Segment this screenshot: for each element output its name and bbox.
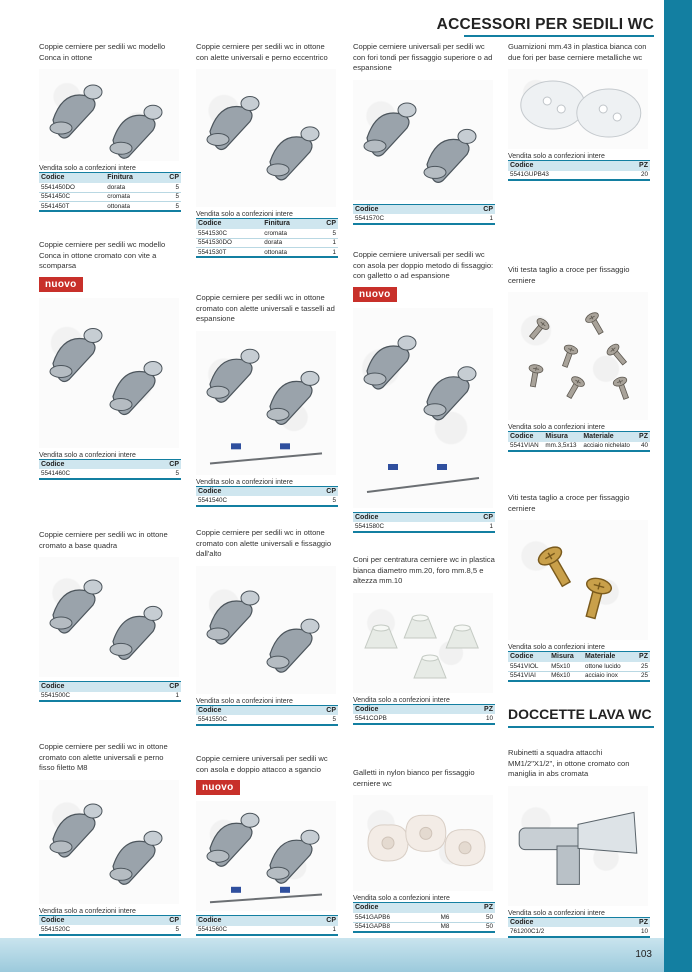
product-card <box>39 42 181 212</box>
table-cell: acciaio nichelato <box>581 442 636 452</box>
table-header-cell: CP <box>139 459 181 469</box>
product-photo <box>196 801 336 911</box>
product-photo <box>508 520 648 640</box>
product-description: Rubinetti a squadra attacchi MM1/2"X1/2", in ottone cromato con maniglia in abs cromata <box>508 748 630 778</box>
table-header-cell: PZ <box>634 652 651 662</box>
product-card <box>39 530 181 702</box>
product-description: Coppie cerniere per sedili wc in ottone con alette universali e perno eccentrico <box>196 42 328 62</box>
code-table <box>39 915 181 936</box>
product-description: Coppie cerniere universali per sedili wc con asola e doppio attacco a sgancio <box>196 754 328 774</box>
product-description: Coppie cerniere per sedili wc in ottone cromato con alette universali e perno fisso filetto M8 <box>39 742 168 772</box>
table-cell: cromata <box>105 192 157 202</box>
table-header-cell: Finitura <box>262 219 314 229</box>
new-badge: nuovo <box>353 287 397 302</box>
table-cell: 1 <box>314 248 338 258</box>
table-row <box>39 192 181 202</box>
product-card <box>353 768 495 933</box>
new-badge: nuovo <box>196 780 240 795</box>
table-cell: 5541450T <box>39 202 105 212</box>
table-header-cell: Codice <box>508 652 549 662</box>
table-header-cell: Materiale <box>581 432 636 442</box>
table-cell: 10 <box>614 927 650 937</box>
sold-note: Vendita solo a confezioni intere <box>196 697 293 705</box>
code-table <box>39 681 181 702</box>
table-cell: M8 <box>439 922 467 932</box>
table-header-cell: Misura <box>549 652 583 662</box>
table-cell: 5541530T <box>196 248 262 258</box>
product-photo <box>353 593 493 693</box>
table-row <box>39 692 181 702</box>
table-header-cell: CP <box>157 173 181 183</box>
code-table <box>196 915 338 936</box>
page-title: ACCESSORI PER SEDILI WC <box>436 16 654 33</box>
table-cell: M6 <box>439 913 467 923</box>
table-cell: 5 <box>157 192 181 202</box>
table-row <box>508 171 650 181</box>
table-cell: 40 <box>636 442 650 452</box>
table-cell: 5 <box>157 183 181 193</box>
table-cell: 5541450DO <box>39 183 105 193</box>
table-cell: 5541GAPB8 <box>353 922 439 932</box>
table-cell: 1 <box>453 214 495 224</box>
table-row <box>196 238 338 248</box>
table-header-cell: CP <box>453 204 495 214</box>
code-table <box>508 917 650 938</box>
table-cell: ottonata <box>105 202 157 212</box>
table-cell: 20 <box>617 171 650 181</box>
table-cell: 5541COPB <box>353 714 457 724</box>
table-cell: 5 <box>139 469 181 479</box>
table-header-cell: CP <box>139 915 181 925</box>
table-cell: mm.3,5x13 <box>543 442 581 452</box>
product-photo <box>39 557 179 677</box>
sold-note: Vendita solo a confezioni intere <box>508 424 605 431</box>
side-color-band <box>664 0 692 972</box>
table-cell: cromata <box>262 229 314 239</box>
table-row <box>353 913 495 923</box>
page-header <box>437 16 654 34</box>
product-description: Coppie cerniere per sedili wc in ottone cromato con alette universali e tasselli ad espansione <box>196 293 335 323</box>
product-description: Coppie cerniere universali per sedili wc con fori tondi per fissaggio superiore o ad espansione <box>353 42 493 72</box>
table-cell: 5 <box>314 229 338 239</box>
product-photo <box>39 780 179 904</box>
table-cell: 5541500C <box>39 692 139 702</box>
code-table <box>353 704 495 725</box>
product-photo <box>353 80 493 200</box>
table-header-cell: PZ <box>467 903 495 913</box>
product-card <box>196 293 338 507</box>
code-table <box>196 486 338 507</box>
code-table <box>39 459 181 480</box>
product-description: Coppie cerniere per sedili wc modello Conca in ottone cromato con vite a scomparsa <box>39 240 166 270</box>
table-header-cell: PZ <box>457 704 495 714</box>
sold-note: Vendita solo a confezioni intere <box>508 644 605 651</box>
product-card <box>196 528 338 726</box>
table-cell: 5541GUPB43 <box>508 171 617 181</box>
table-header-cell: Codice <box>39 173 105 183</box>
table-row <box>39 202 181 212</box>
table-row <box>508 662 650 672</box>
table-header-cell: Codice <box>508 432 543 442</box>
table-row <box>39 183 181 193</box>
table-cell: 5 <box>157 202 181 212</box>
sold-note: Vendita solo a confezioni intere <box>196 211 293 218</box>
table-header-cell: CP <box>296 705 338 715</box>
product-photo <box>508 786 648 906</box>
table-cell: 5541570C <box>353 214 453 224</box>
product-photo <box>353 308 493 508</box>
table-cell: 5541560C <box>196 926 296 936</box>
table-header-cell: Codice <box>353 204 453 214</box>
code-table <box>353 512 495 533</box>
table-header-cell: Codice <box>196 486 296 496</box>
table-cell: dorata <box>262 238 314 248</box>
table-header-cell: Codice <box>196 916 296 926</box>
table-header-cell: CP <box>296 916 338 926</box>
sold-note: Vendita solo a confezioni intere <box>39 907 136 915</box>
product-photo <box>353 795 493 891</box>
table-cell: 5541540C <box>196 496 296 506</box>
product-card <box>508 493 650 682</box>
table-row <box>508 442 650 452</box>
product-card <box>39 240 181 480</box>
table-cell: 25 <box>634 671 651 681</box>
product-photo <box>196 69 336 207</box>
table-cell: 10 <box>457 714 495 724</box>
header-rule <box>464 35 654 37</box>
section-title: DOCCETTE LAVA WC <box>508 706 654 728</box>
product-card <box>196 754 338 936</box>
table-cell: 5541VIAN <box>508 442 543 452</box>
table-row <box>353 922 495 932</box>
product-photo <box>39 69 179 161</box>
table-header-cell: CP <box>314 219 338 229</box>
code-table <box>508 160 650 181</box>
table-row <box>508 927 650 937</box>
product-description: Guarnizioni mm.43 in plastica bianca con due fori per base cerniere metalliche wc <box>508 42 647 62</box>
table-cell: 5541GAPB6 <box>353 913 439 923</box>
table-cell: 1 <box>453 522 495 532</box>
product-photo <box>39 298 179 448</box>
table-cell: acciaio inox <box>583 671 634 681</box>
product-description: Coppie cerniere per sedili wc modello Conca in ottone <box>39 42 166 62</box>
table-cell: 5541550C <box>196 715 296 725</box>
table-row <box>196 926 338 936</box>
product-description: Coni per centratura cerniere wc in plastica bianca diametro mm.20, foro mm.8,5 e altezza mm.10 <box>353 555 495 585</box>
code-table <box>39 172 181 212</box>
table-cell: 5541530C <box>196 229 262 239</box>
table-cell: 5541VIAI <box>508 671 549 681</box>
table-header-cell: Finitura <box>105 173 157 183</box>
table-row <box>196 248 338 258</box>
table-header-cell: Codice <box>353 704 457 714</box>
table-header-cell: CP <box>139 682 181 692</box>
product-photo <box>508 69 648 149</box>
sold-note: Vendita solo a confezioni intere <box>353 696 450 704</box>
table-header-cell: Codice <box>508 917 614 927</box>
table-header-cell: CP <box>296 486 338 496</box>
table-row <box>196 496 338 506</box>
table-cell: M6x10 <box>549 671 583 681</box>
table-cell: 5 <box>139 925 181 935</box>
table-header-cell: PZ <box>636 432 650 442</box>
code-table <box>508 431 650 452</box>
product-description: Galletti in nylon bianco per fissaggio cerniere wc <box>353 768 475 788</box>
product-description: Viti testa taglio a croce per fissaggio cerniere <box>508 493 630 513</box>
table-cell: ottonata <box>262 248 314 258</box>
table-row <box>508 671 650 681</box>
bottom-color-band <box>0 938 664 972</box>
table-header-cell: Codice <box>39 915 139 925</box>
table-row <box>196 715 338 725</box>
table-header-cell: Codice <box>508 161 617 171</box>
table-header-cell: Codice <box>353 903 439 913</box>
table-cell: 1 <box>314 238 338 248</box>
product-card <box>39 742 181 936</box>
product-description: Viti testa taglio a croce per fissaggio cerniere <box>508 265 630 285</box>
code-table <box>353 204 495 225</box>
product-photo <box>196 331 336 475</box>
sold-note: Vendita solo a confezioni intere <box>39 165 136 172</box>
table-cell: 5541460C <box>39 469 139 479</box>
table-row <box>353 714 495 724</box>
table-cell: 5541520C <box>39 925 139 935</box>
table-cell: 5 <box>296 496 338 506</box>
new-badge: nuovo <box>39 277 83 292</box>
table-header-cell: Codice <box>39 682 139 692</box>
table-cell: M5x10 <box>549 662 583 672</box>
product-photo <box>196 566 336 694</box>
product-description: Coppie cerniere universali per sedili wc con asola per doppio metodo di fissaggio: con galletto o ad espansione <box>353 250 494 280</box>
product-photo <box>508 292 648 420</box>
table-header-cell: PZ <box>614 917 650 927</box>
product-card <box>196 42 338 258</box>
table-header-cell: Misura <box>543 432 581 442</box>
table-header-cell: Codice <box>39 459 139 469</box>
table-header-cell: Codice <box>353 512 453 522</box>
table-header-cell: Codice <box>196 705 296 715</box>
product-description: Coppie cerniere per sedili wc in ottone cromato con alette universali e fissaggio dall'alto <box>196 528 332 558</box>
product-card <box>353 555 495 725</box>
product-card <box>508 748 650 938</box>
sold-note: Vendita solo a confezioni intere <box>39 451 136 459</box>
table-cell: 25 <box>634 662 651 672</box>
sold-note: Vendita solo a confezioni intere <box>508 909 605 917</box>
table-cell: 5541580C <box>353 522 453 532</box>
table-cell: 50 <box>467 913 495 923</box>
table-cell: 1 <box>296 926 338 936</box>
page-number: 103 <box>635 949 652 960</box>
table-row <box>353 522 495 532</box>
table-cell: 761200C1/2 <box>508 927 614 937</box>
product-description: Coppie cerniere per sedili wc in ottone cromato a base quadra <box>39 530 168 550</box>
table-cell: dorata <box>105 183 157 193</box>
table-cell: 5541VIOL <box>508 662 549 672</box>
code-table <box>353 902 495 933</box>
sold-note: Vendita solo a confezioni intere <box>353 895 450 902</box>
sold-note: Vendita solo a confezioni intere <box>196 478 293 486</box>
product-card <box>353 250 495 533</box>
table-header-cell: CP <box>453 512 495 522</box>
table-header-cell: Materiale <box>583 652 634 662</box>
table-cell: 1 <box>139 692 181 702</box>
table-cell: 5 <box>296 715 338 725</box>
table-header-cell: Codice <box>196 219 262 229</box>
code-table <box>196 705 338 726</box>
table-row <box>353 214 495 224</box>
table-row <box>196 229 338 239</box>
code-table <box>196 218 338 258</box>
table-cell: 5541450C <box>39 192 105 202</box>
table-header-cell <box>439 903 467 913</box>
code-table <box>508 651 650 682</box>
sold-note: Vendita solo a confezioni intere <box>508 153 605 160</box>
table-cell: 50 <box>467 922 495 932</box>
product-card <box>353 42 495 225</box>
table-cell: ottone lucido <box>583 662 634 672</box>
table-row <box>39 925 181 935</box>
table-row <box>39 469 181 479</box>
product-card <box>508 265 650 452</box>
table-header-cell: PZ <box>617 161 650 171</box>
product-card <box>508 42 650 181</box>
table-cell: 5541530DO <box>196 238 262 248</box>
